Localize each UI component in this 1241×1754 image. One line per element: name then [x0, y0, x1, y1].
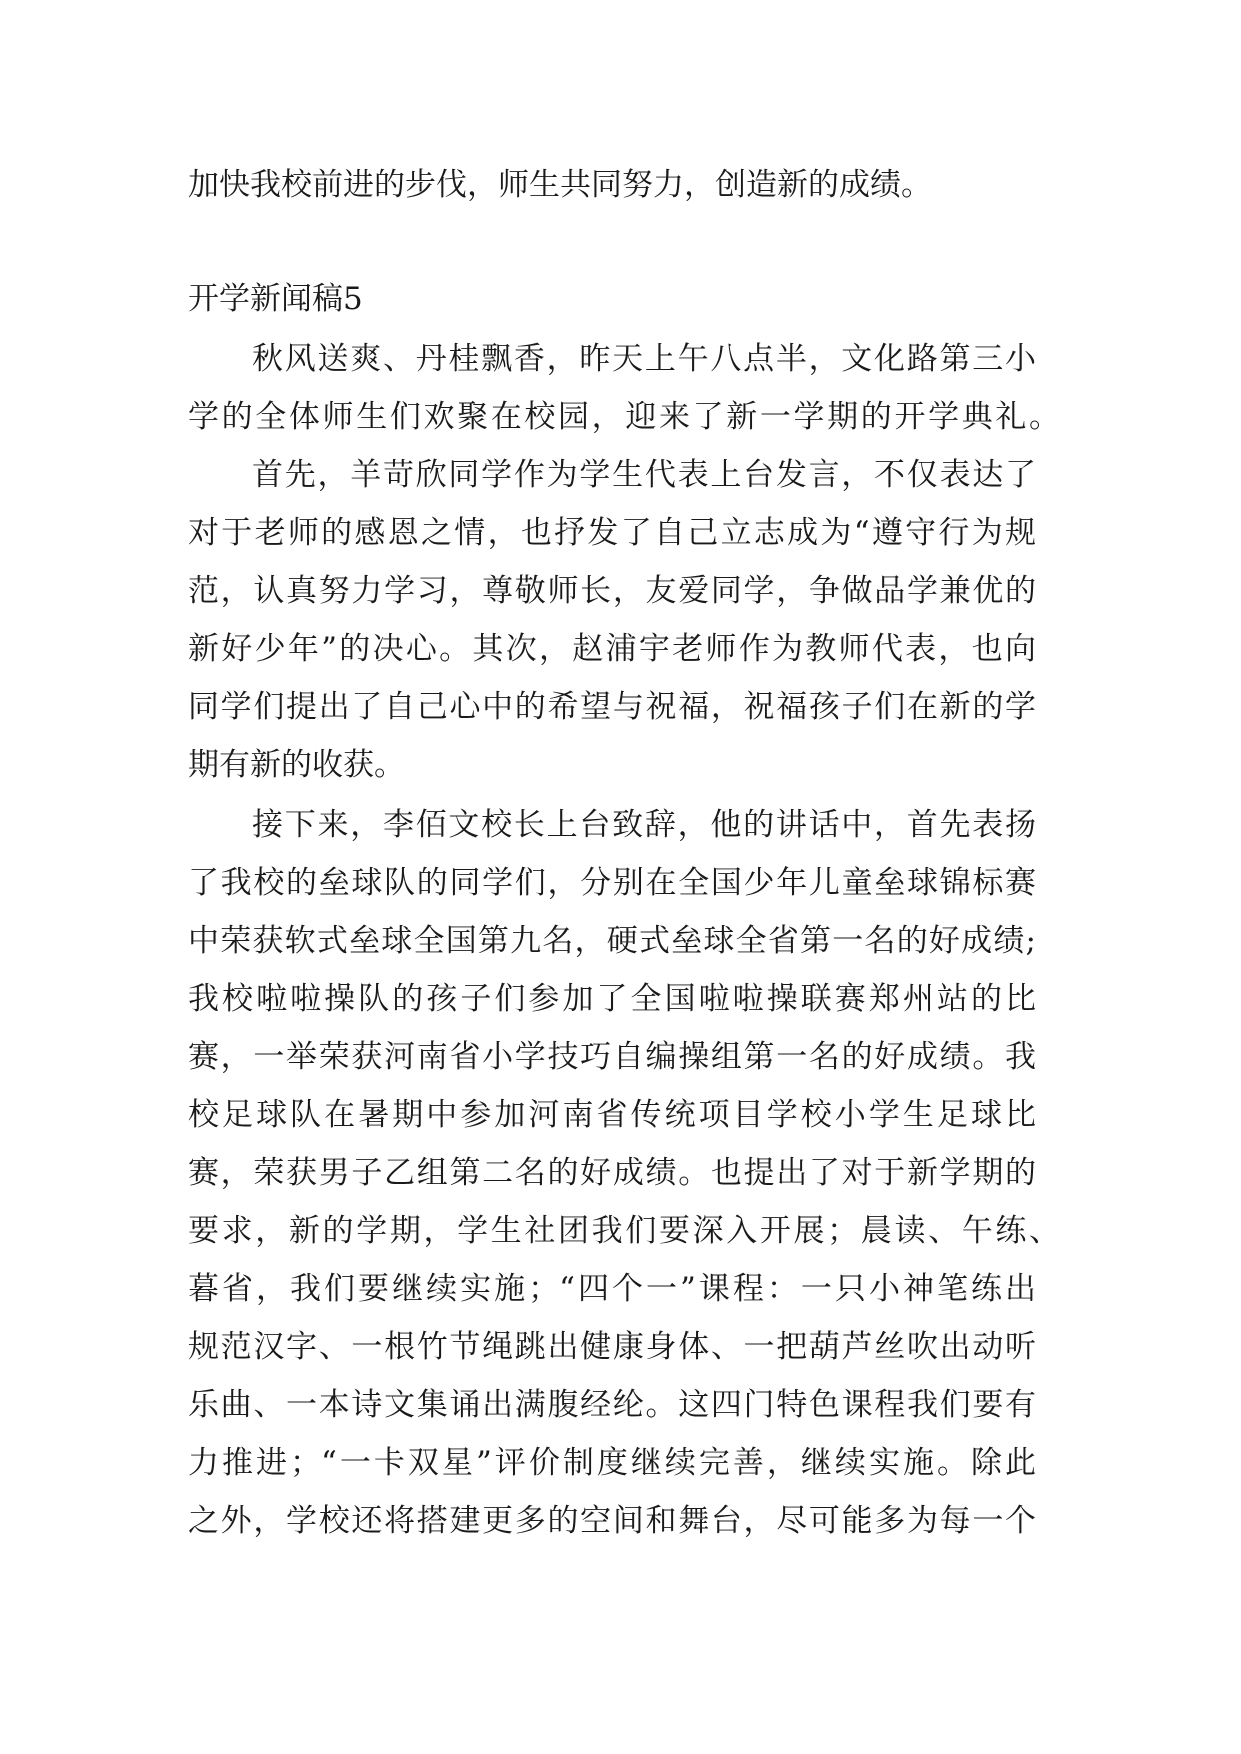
paragraph-line: 新好少年”的决心。其次，赵浦宇老师作为教师代表，也向 — [188, 631, 1036, 667]
paragraph-line: 暮省，我们要继续实施；“四个一”课程：一只小神笔练出 — [188, 1271, 1036, 1307]
paragraph-line: 之外，学校还将搭建更多的空间和舞台，尽可能多为每一个 — [188, 1503, 1036, 1539]
text-line — [0, 505, 1241, 561]
paragraph-line: 范，认真努力学习，尊敬师长，友爱同学，争做品学兼优的 — [188, 573, 1036, 609]
text-line — [0, 1319, 1241, 1375]
paragraph-line: 我校啦啦操队的孩子们参加了全国啦啦操联赛郑州站的比 — [188, 981, 1036, 1017]
paragraph-line: 对于老师的感恩之情，也抒发了自己立志成为“遵守行为规 — [188, 515, 1036, 551]
paragraph-closing-line: 加快我校前进的步伐，师生共同努力，创造新的成绩。 — [188, 167, 932, 203]
section-heading: 开学新闻稿5 — [188, 281, 363, 317]
text-line — [0, 1435, 1241, 1491]
text-line — [0, 331, 1241, 387]
text-line — [0, 971, 1241, 1027]
paragraph-line: 同学们提出了自己心中的希望与祝福，祝福孩子们在新的学 — [188, 689, 1036, 725]
text-line — [0, 679, 1241, 735]
text-line — [0, 389, 1241, 445]
text-line — [0, 1261, 1241, 1317]
paragraph-line: 首先，羊苛欣同学作为学生代表上台发言，不仅表达了 — [252, 457, 1036, 493]
text-line — [0, 1493, 1241, 1549]
paragraph-line: 中荣获软式垒球全国第九名，硬式垒球全省第一名的好成绩; — [188, 923, 1036, 959]
paragraph-line: 秋风送爽、丹桂飘香，昨天上午八点半，文化路第三小 — [252, 341, 1036, 377]
paragraph-line: 力推进；“一卡双星”评价制度继续完善，继续实施。除此 — [188, 1445, 1036, 1481]
paragraph-line: 赛，荣获男子乙组第二名的好成绩。也提出了对于新学期的 — [188, 1155, 1036, 1191]
paragraph-line: 期有新的收获。 — [188, 747, 405, 783]
text-line — [0, 157, 1241, 213]
text-line — [0, 1029, 1241, 1085]
text-line — [0, 563, 1241, 619]
text-line — [0, 913, 1241, 969]
text-line — [0, 1087, 1241, 1143]
paragraph-line: 赛，一举荣获河南省小学技巧自编操组第一名的好成绩。我 — [188, 1039, 1036, 1075]
text-line — [0, 1203, 1241, 1259]
paragraph-line: 校足球队在暑期中参加河南省传统项目学校小学生足球比 — [188, 1097, 1036, 1133]
text-line — [0, 1377, 1241, 1433]
text-line — [0, 797, 1241, 853]
paragraph-line: 规范汉字、一根竹节绳跳出健康身体、一把葫芦丝吹出动听 — [188, 1329, 1036, 1365]
text-line — [0, 1145, 1241, 1201]
paragraph-line: 学的全体师生们欢聚在校园，迎来了新一学期的开学典礼。 — [188, 399, 1060, 435]
paragraph-line: 接下来，李佰文校长上台致辞，他的讲话中，首先表扬 — [252, 807, 1036, 843]
text-line — [0, 447, 1241, 503]
text-line — [0, 737, 1241, 793]
paragraph-line: 要求，新的学期，学生社团我们要深入开展；晨读、午练、 — [188, 1213, 1060, 1249]
paragraph-line: 乐曲、一本诗文集诵出满腹经纶。这四门特色课程我们要有 — [188, 1387, 1036, 1423]
text-line — [0, 271, 1241, 327]
text-line — [0, 855, 1241, 911]
text-line — [0, 621, 1241, 677]
paragraph-line: 了我校的垒球队的同学们，分别在全国少年儿童垒球锦标赛 — [188, 865, 1036, 901]
